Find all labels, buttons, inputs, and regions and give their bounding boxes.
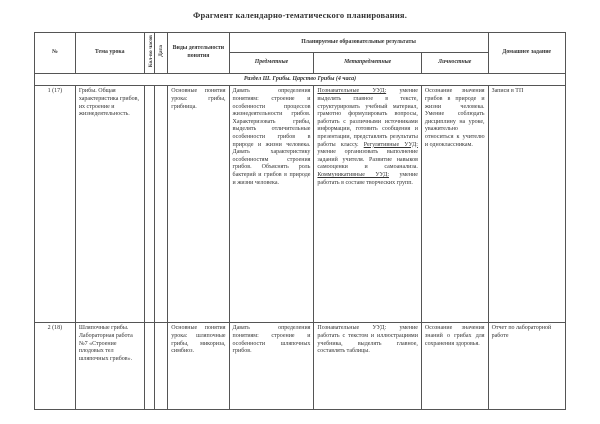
header-hours-label: Кол-во часов <box>147 35 154 68</box>
metasubject-label-cognitive: Познавательные УУД: <box>317 88 387 95</box>
row-number: 2 (18) <box>35 323 76 410</box>
row-topic: Шляпочные грибы. Лабораторная работа №7 «Строение плодовых тел шляпочных грибов». <box>75 323 144 410</box>
row-date <box>155 323 168 410</box>
header-number: № <box>35 33 76 74</box>
section-row <box>35 73 566 86</box>
metasubject-text-communicative: умение работать в составе творческих групп. <box>317 171 418 186</box>
row-subject: Давать определения понятиям: строение и особенности шляпочных грибов. <box>229 323 314 410</box>
row-hours <box>144 323 155 410</box>
row-personal: Осознание значения знаний о грибах для сохранения здоровья. <box>421 323 488 410</box>
header-hours <box>144 33 155 74</box>
metasubject-text-cognitive: умение выделять главное в тексте, структурировать учебный материал, грамотно формулировать вопросы, работать с различными источниками информации, готовить сообщения и презентации, представлять результаты работы классу. <box>317 88 418 148</box>
header-homework: Домашнее задание <box>488 33 565 74</box>
header-date <box>155 33 168 74</box>
header-concepts: Виды деятельности понятия <box>168 33 229 74</box>
header-results-group: Планируемые образовательные результаты <box>229 33 488 53</box>
row-homework: Записи в ТП <box>488 86 565 323</box>
table-row <box>35 86 566 323</box>
header-subject: Предметные <box>229 53 314 73</box>
row-personal: Осознание значения грибов в природе и жизни человека. Умение соблюдать дисциплину на уроке, уважительно относиться к учителю и одноклассникам. <box>421 86 488 323</box>
row-subject: Давать определения понятиям: строение и особенности процессов жизнедеятельности грибов. Характеризовать грибы, выделять отличительные особенности грибов в природе и жизни человека. Давать характеристику особенностям строения грибов. Объяснять роль бактерий и грибов в природе и жизни человека. <box>229 86 314 323</box>
row-date <box>155 86 168 323</box>
header-date-label: Дата <box>158 45 165 58</box>
metasubject-label-regulatory: Регулятивные УУД: <box>363 141 418 148</box>
row-concepts: Основные понятия урока: грибы, грибница. <box>168 86 229 323</box>
row-metasubject <box>314 86 421 323</box>
header-topic: Тема урока <box>75 33 144 74</box>
header-metasubject: Метапредметные <box>314 53 421 73</box>
row-hours <box>144 86 155 323</box>
header-personal: Личностные <box>421 53 488 73</box>
planning-table <box>34 32 566 410</box>
metasubject-label-communicative: Коммуникативные УУД: <box>317 171 390 178</box>
row-homework: Отчет по лабораторной работе <box>488 323 565 410</box>
row-concepts: Основные понятия урока: шляпочные грибы, микориза, симбиоз. <box>168 323 229 410</box>
table-row <box>35 323 566 410</box>
header-row <box>35 33 566 53</box>
row-metasubject: Познавательные УУД: умение работать с текстом и иллюстрациями учебника, выделять главное, составлять таблицы. <box>314 323 421 410</box>
row-number: 1 (17) <box>35 86 76 323</box>
metasubject-text-regulatory: умение организовать выполнение заданий учителя. Развитие навыков самооценки и самоанализа. <box>317 149 418 171</box>
section-title: Раздел Ш. Грибы. Царство Грибы (4 часа) <box>35 73 566 86</box>
document-title: Фрагмент календарно-тематического планирования. <box>192 10 408 20</box>
row-topic: Грибы. Общая характеристика грибов, их строение и жизнедеятельность. <box>75 86 144 323</box>
